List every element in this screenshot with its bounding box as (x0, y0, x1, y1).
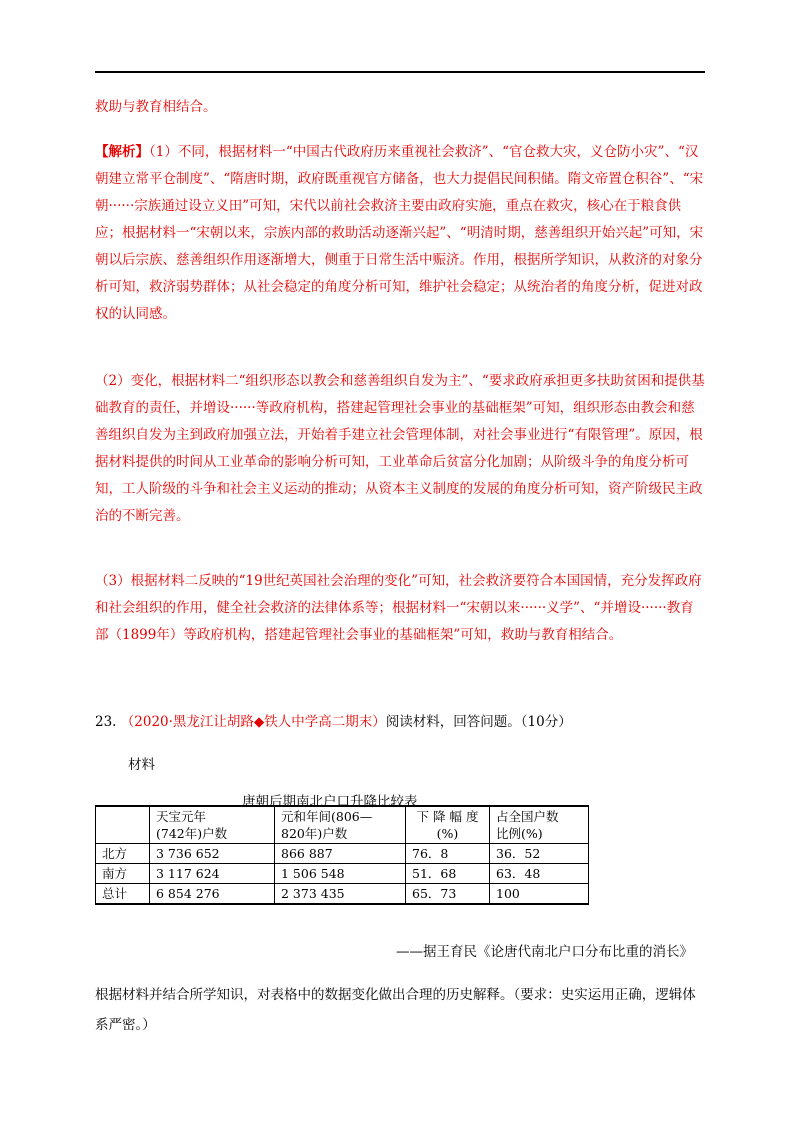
table-cell: 3 736 652 (150, 844, 275, 864)
continued-line: 救助与教育相结合。 (95, 99, 217, 115)
header-rule (95, 71, 705, 73)
table-cell: 76．8 (406, 844, 490, 864)
question-number: 23. (95, 714, 117, 730)
table-cell: 100 (490, 884, 589, 905)
table-cell: 1 506 548 (275, 864, 406, 884)
table-cell: 南方 (96, 864, 150, 884)
table-cell: 65．73 (406, 884, 490, 905)
analysis-paragraph-2: （2）变化，根据材料二“组织形态以教会和慈善组织自发为主”、“要求政府承担更多扶助贫困和提供基础教育的责任，并增设······等政府机构，搭建起管理社会事业的基础框架”可知，组织形态由教会和慈善组织自发为主到政府加强立法，开始着手建立社会管理体制，对社会事业进行“有限管理”。原因，根据材料提供的时间从工业革命的影响分析可知，工业革命后贫富分化加剧；从阶级斗争的角度分析可知，工人阶级的斗争和社会主义运动的推动；从资本主义制度的发展的角度分析可知，资产阶级民主政治的不断完善。 (95, 373, 705, 524)
header-cell: 下 降 幅 度 (%) (406, 806, 490, 844)
table-cell: 2 373 435 (275, 884, 406, 905)
table-row (96, 864, 589, 884)
question-source: （2020·黑龙江让胡路◆铁人中学高二期末） (120, 714, 386, 730)
analysis-paragraph-3: （3）根据材料二反映的“19世纪英国社会治理的变化”可知，社会救济要符合本国国情，充分发挥政府和社会组织的作用，健全社会救济的法律体系等；根据材料一“宋朝以来······义学”、“并增设······教育部（1899年）等政府机构，搭建起管理社会事业的基础框架”可知，救助与教育相结合。 (95, 573, 702, 643)
table-header-row (96, 806, 589, 844)
table-row (96, 844, 589, 864)
population-table (95, 805, 589, 905)
table-cell: 866 887 (275, 844, 406, 864)
header-cell (96, 806, 150, 844)
table-cell: 63．48 (490, 864, 589, 884)
table-cell: 6 854 276 (150, 884, 275, 905)
analysis-p1-text: （1）不同，根据材料一“中国古代政府历来重视社会救济”、“官仓救大灾，义仓防小灾”、“汉朝建立常平仓制度”、“隋唐时期，政府既重视官方储备，也大力提倡民间积储。隋文帝置仓积谷”、“宋朝······宗族通过设立义田”可知，宋代以前社会救济主要由政府实施，重点在救灾，核心在于粮食供应；根据材料一“宋朝以来，宗族内部的救助活动逐渐兴起”、“明清时期，慈善组织开始兴起”可知，宋朝以后宗族、慈善组织作用逐渐增大，侧重于日常生活中赈济。作用，根据所学知识，从救济的对象分析可知，救济弱势群体；从社会稳定的角度分析可知，维护社会稳定；从统治者的角度分析，促进对政权的认同感。 (95, 144, 704, 322)
table-cell: 总计 (96, 884, 150, 905)
header-cell: 占全国户数 比例(%) (490, 806, 589, 844)
citation: ——据王育民《论唐代南北户口分布比重的消长》 (396, 944, 693, 960)
header-cell: 元和年间(806— 820年)户数 (275, 806, 406, 844)
question-instruction: 根据材料并结合所学知识，对表格中的数据变化做出合理的历史解释。（要求：史实运用正确，逻辑体系严密。） (95, 987, 696, 1033)
material-label: 材料 (128, 757, 155, 773)
analysis-tag: 【解析】 (95, 144, 149, 160)
table-cell: 36．52 (490, 844, 589, 864)
header-cell: 天宝元年 (742年)户数 (150, 806, 275, 844)
table-cell: 51．68 (406, 864, 490, 884)
table-title: 唐朝后期南北户口升降比较表 (242, 794, 418, 810)
table-row (96, 884, 589, 905)
analysis-paragraph-1 (95, 139, 707, 328)
table-cell: 3 117 624 (150, 864, 275, 884)
table-cell: 北方 (96, 844, 150, 864)
question-prompt: 阅读材料，回答问题。（10分） (385, 714, 572, 730)
question-23 (95, 712, 572, 732)
